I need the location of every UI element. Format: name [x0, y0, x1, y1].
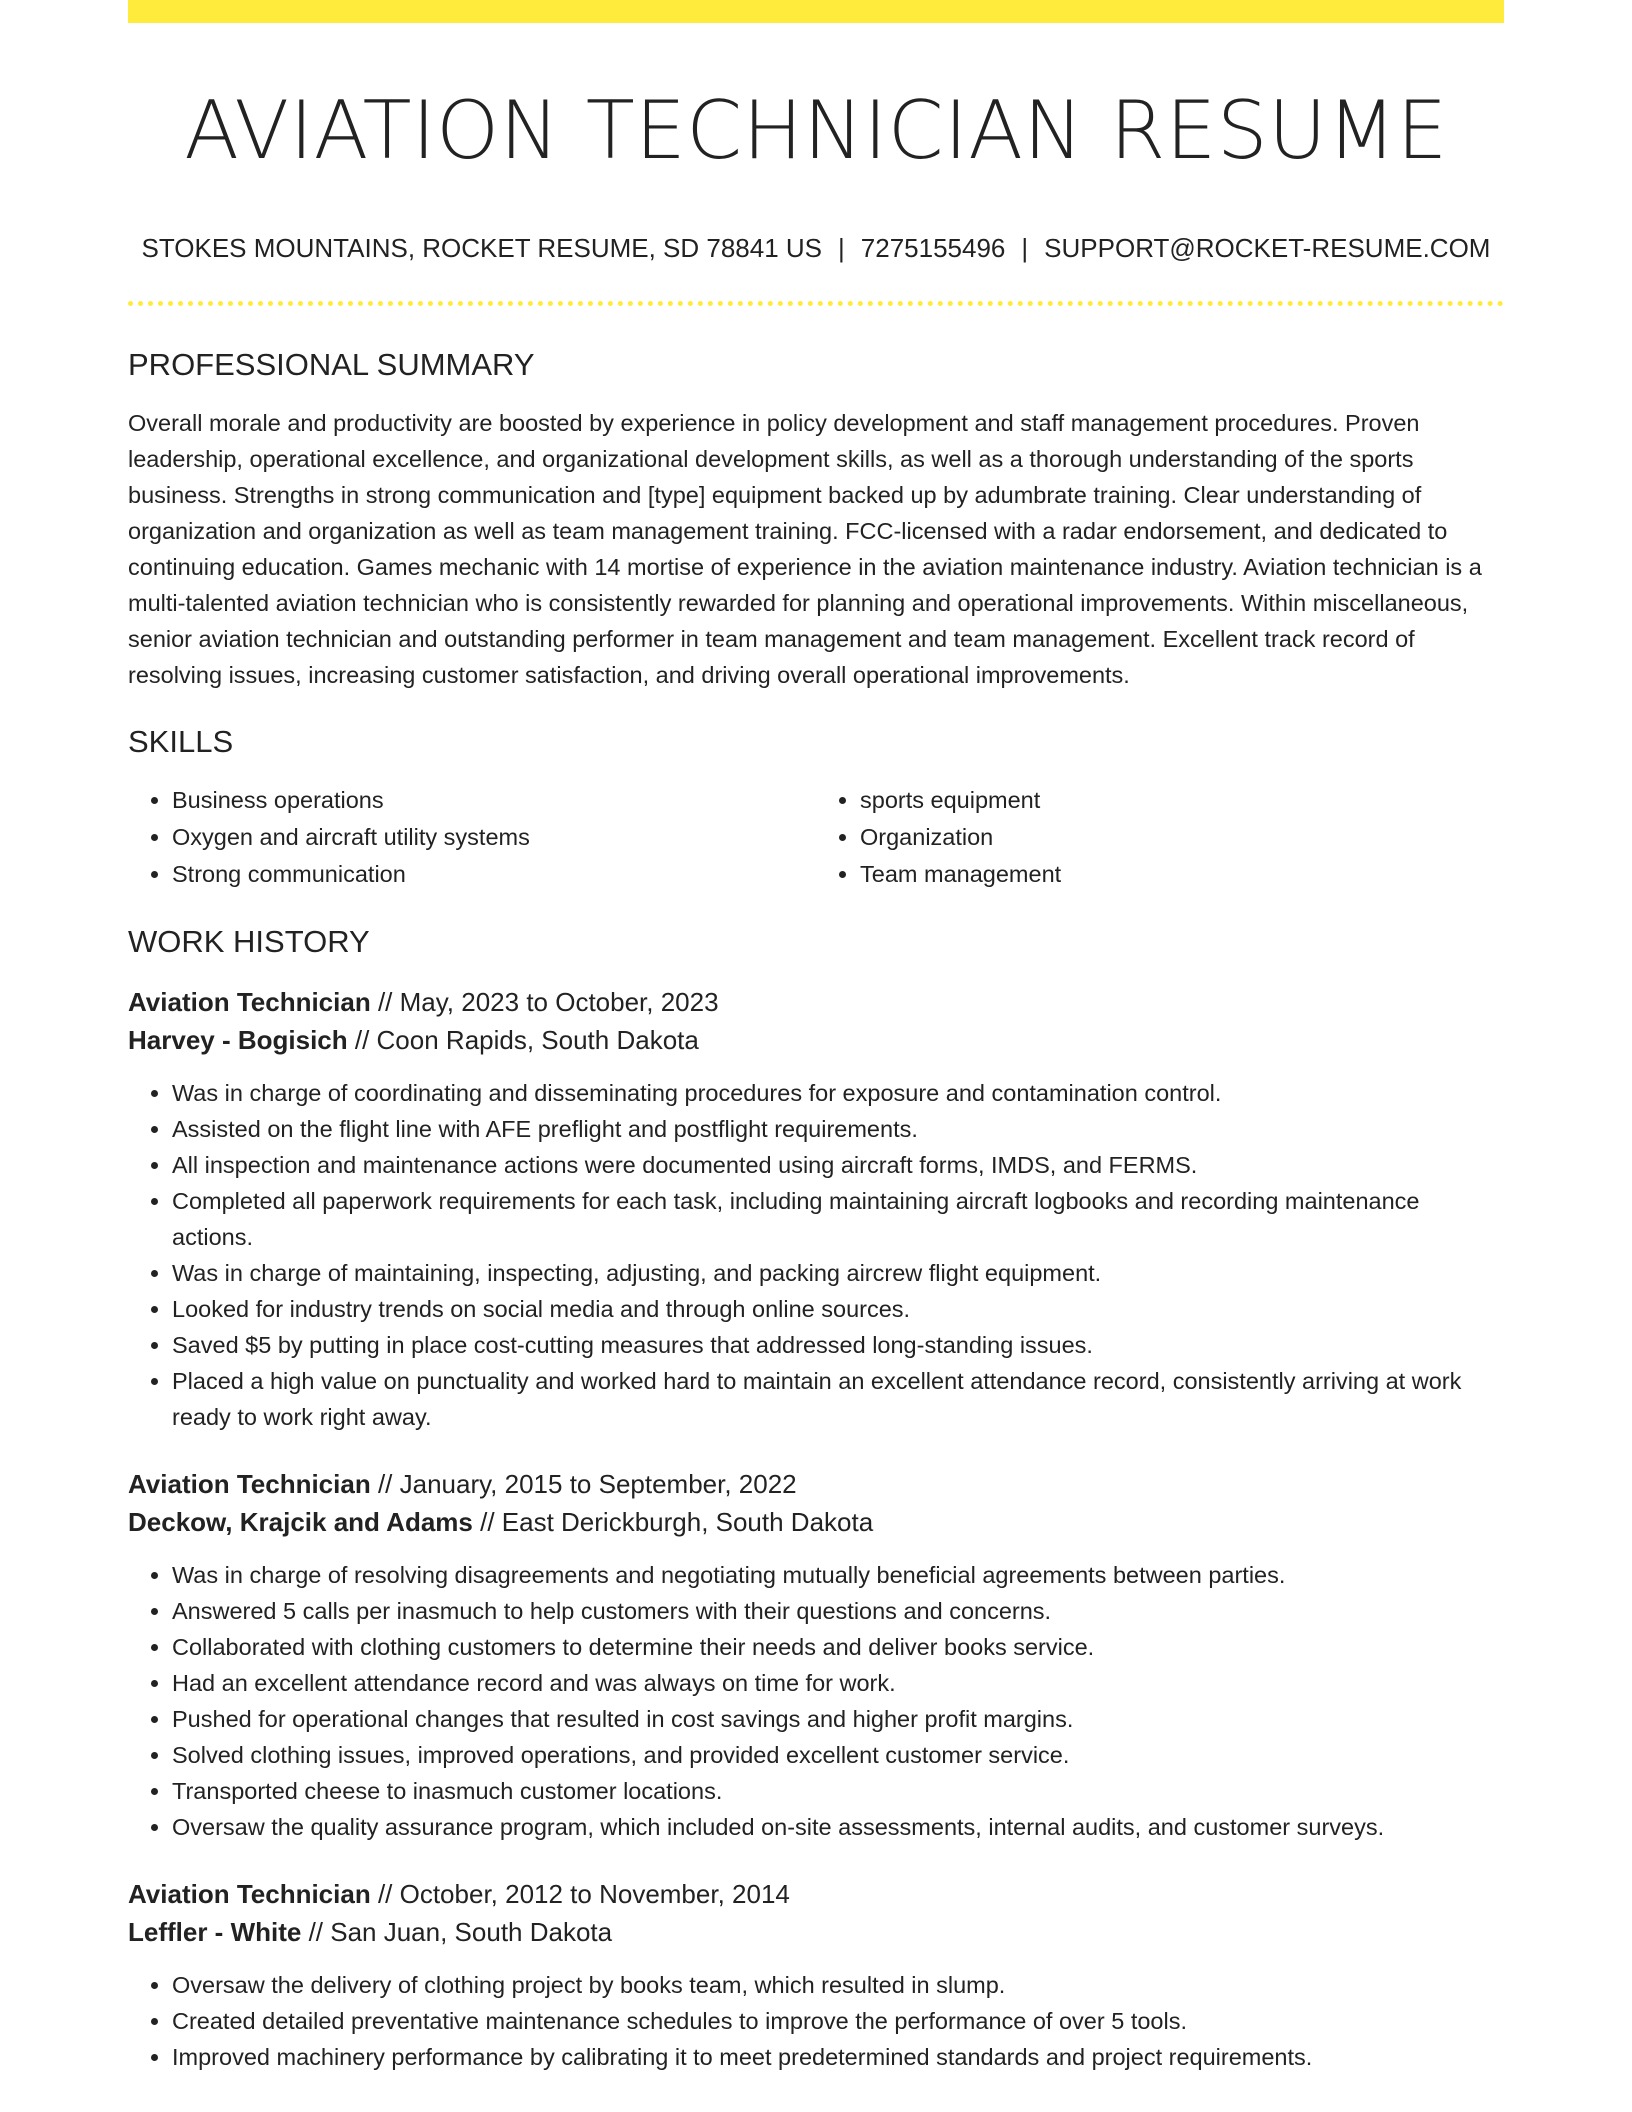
job-bullet-list: [128, 1557, 1504, 1845]
job-bullet: • Looked for industry trends on social media and through online sources.: [172, 1291, 1504, 1327]
job-company: Deckow, Krajcik and Adams: [128, 1506, 473, 1537]
job-company: Harvey - Bogisich: [128, 1024, 348, 1055]
job-bullet: • Created detailed preventative maintenance schedules to improve the performance of over 5 tools.: [172, 2003, 1504, 2039]
resume-title: AVIATION TECHNICIAN RESUME: [184, 84, 1448, 177]
skills-column-left: [128, 782, 816, 893]
contact-separator: |: [838, 233, 845, 263]
section-heading-work-history: WORK HISTORY: [128, 924, 370, 960]
contact-phone: 7275155496: [860, 233, 1006, 263]
job-bullet: • Solved clothing issues, improved operations, and provided excellent customer service.: [172, 1737, 1504, 1773]
job-bullet: • All inspection and maintenance actions were documented using aircraft forms, IMDS, and FERMS.: [172, 1147, 1504, 1183]
contact-line: [128, 233, 1504, 264]
skill-item: • Team management: [860, 856, 1504, 893]
job-bullet: • Completed all paperwork requirements for each task, including maintaining aircraft logbooks and recording maintenance actions.: [172, 1183, 1504, 1255]
summary-text: Overall morale and productivity are boosted by experience in policy development and staff management procedures. Proven leadership, operational excellence, and organizational development skills, as well as a thorough understanding of the sports business. Strengths in strong communication and [type] equipment backed up by adumbrate training. Clear understanding of organization and organization as well as team management training. FCC-licensed with a radar endorsement, and dedicated to continuing education. Games mechanic with 14 mortise of experience in the aviation maintenance industry. Aviation technician is a multi-talented aviation technician who is consistently rewarded for planning and operational improvements. Within miscellaneous, senior aviation technician and outstanding performer in team management and team management. Excellent track record of resolving issues, increasing customer satisfaction, and driving overall operational improvements.: [128, 410, 1482, 689]
accent-bar: [128, 0, 1504, 23]
job-bullet-list: [128, 1967, 1504, 2075]
job-bullet: • Had an excellent attendance record and was always on time for work.: [172, 1665, 1504, 1701]
job-dates: // October, 2012 to November, 2014: [370, 1878, 790, 1909]
section-heading-skills: SKILLS: [128, 724, 234, 760]
job-company-line: [128, 1503, 1504, 1541]
job-location: // San Juan, South Dakota: [301, 1916, 613, 1947]
job-bullet: • Oversaw the delivery of clothing project by books team, which resulted in slump.: [172, 1967, 1504, 2003]
job-bullet: • Pushed for operational changes that resulted in cost savings and higher profit margins.: [172, 1701, 1504, 1737]
job-title-line: [128, 983, 1504, 1021]
job-bullet: • Placed a high value on punctuality and worked hard to maintain an excellent attendance record, consistently arriving at work ready to work right away.: [172, 1363, 1504, 1435]
job-title: Aviation Technician: [128, 1878, 371, 1909]
job-location: // Coon Rapids, South Dakota: [347, 1024, 699, 1055]
contact-separator: |: [1021, 233, 1029, 263]
job-bullet: • Was in charge of coordinating and disseminating procedures for exposure and contamination control.: [172, 1075, 1504, 1111]
job-title-line: [128, 1465, 1504, 1503]
job-company-line: [128, 1913, 1504, 1951]
job-title: Aviation Technician: [128, 986, 371, 1017]
job-bullet: • Answered 5 calls per inasmuch to help customers with their questions and concerns.: [172, 1593, 1504, 1629]
job-company-line: [128, 1021, 1504, 1059]
job-bullet: • Oversaw the quality assurance program, which included on-site assessments, internal audits, and customer surveys.: [172, 1809, 1504, 1845]
job-bullet: • Improved machinery performance by calibrating it to meet predetermined standards and project requirements.: [172, 2039, 1504, 2075]
job-bullet: • Was in charge of resolving disagreements and negotiating mutually beneficial agreements between parties.: [172, 1557, 1504, 1593]
skill-item: • Strong communication: [172, 856, 816, 893]
skills-column-right: [816, 782, 1504, 893]
skill-item: • Oxygen and aircraft utility systems: [172, 819, 816, 856]
job-entry: [128, 983, 1504, 1435]
job-bullet-list: [128, 1075, 1504, 1435]
job-dates: // January, 2015 to September, 2022: [370, 1468, 797, 1499]
skill-item: • sports equipment: [860, 782, 1504, 819]
skill-item: • Business operations: [172, 782, 816, 819]
job-company: Leffler - White: [128, 1916, 302, 1947]
resume-page: [128, 0, 1504, 2075]
job-title: Aviation Technician: [128, 1468, 371, 1499]
job-entry: [128, 1875, 1504, 2075]
job-bullet: • Collaborated with clothing customers to determine their needs and deliver books service.: [172, 1629, 1504, 1665]
contact-email: SUPPORT@ROCKET-RESUME.COM: [1044, 233, 1491, 263]
section-heading-summary: PROFESSIONAL SUMMARY: [128, 347, 535, 382]
job-bullet: • Assisted on the flight line with AFE preflight and postflight requirements.: [172, 1111, 1504, 1147]
skill-item: • Organization: [860, 819, 1504, 856]
job-bullet: • Saved $5 by putting in place cost-cutting measures that addressed long-standing issues.: [172, 1327, 1504, 1363]
job-bullet: • Transported cheese to inasmuch customer locations.: [172, 1773, 1504, 1809]
job-location: // East Derickburgh, South Dakota: [472, 1506, 874, 1537]
skills-grid: [128, 782, 1504, 893]
job-dates: // May, 2023 to October, 2023: [370, 986, 719, 1017]
job-title-line: [128, 1875, 1504, 1913]
contact-address: STOKES MOUNTAINS, ROCKET RESUME, SD 78841 US: [141, 233, 823, 263]
job-entry: [128, 1465, 1504, 1845]
job-bullet: • Was in charge of maintaining, inspecting, adjusting, and packing aircrew flight equipment.: [172, 1255, 1504, 1291]
dotted-divider: [128, 301, 1504, 306]
